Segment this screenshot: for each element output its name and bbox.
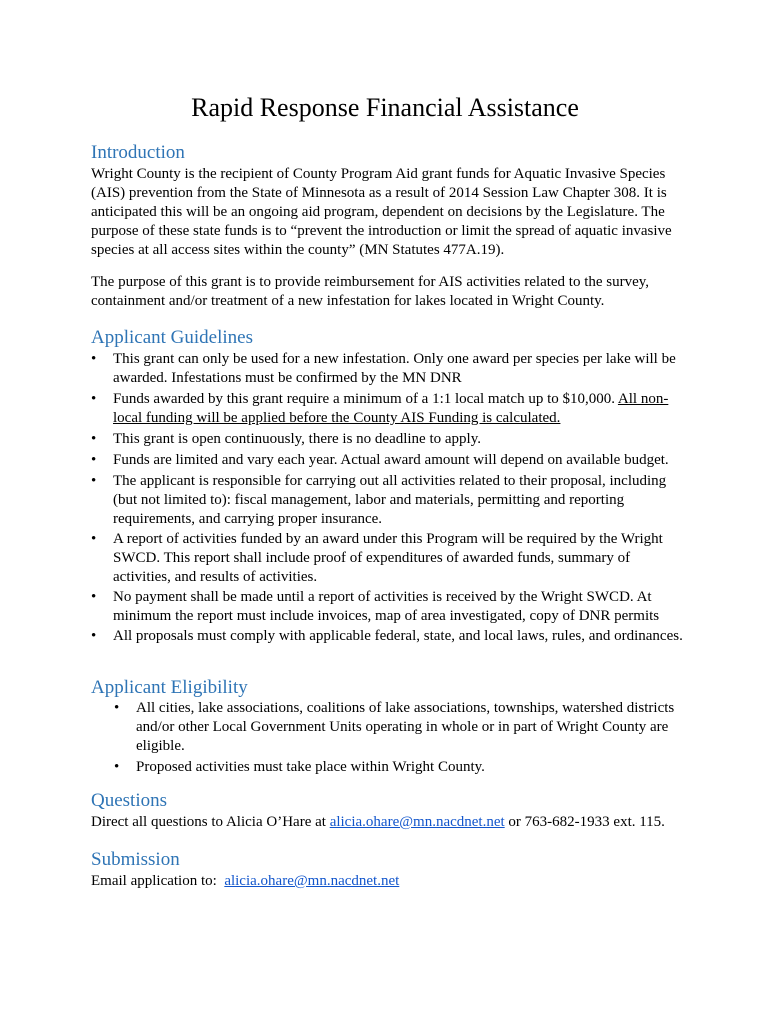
eligibility-heading: Applicant Eligibility bbox=[91, 677, 248, 698]
questions-heading: Questions bbox=[91, 790, 167, 811]
eligibility-text: All cities, lake associations, coalitions of lake associations, townships, watershed districts and/or other Local Government Units operating in whole or in part of Wright County are eligible. bbox=[136, 700, 675, 754]
introduction-paragraph-1: Wright County is the recipient of County Program Aid grant funds for Aquatic Invasive Species (AIS) prevention from the State of Minnesota as a result of 2014 Session Law Chapter 308. It is anticipated this will be an ongoing aid program, dependent on decisions by the Legislature. The purpose of these state funds is to “prevent the introduction or limit the spread of aquatic invasive species at all access sites within the county” (MN Statutes 477A.19). bbox=[91, 166, 672, 258]
guideline-text: No payment shall be made until a report of activities is received by the Wright SWCD. At minimum the report must include invoices, map of area investigated, copy of DNR permits bbox=[113, 589, 660, 624]
bullet-icon: • bbox=[91, 531, 97, 547]
submission-text: Email application to: bbox=[91, 873, 225, 889]
guideline-item bbox=[91, 588, 683, 626]
guidelines-list bbox=[91, 350, 683, 646]
questions-email-link[interactable]: alicia.ohare@mn.nacdnet.net bbox=[329, 814, 505, 830]
guideline-item bbox=[91, 472, 683, 529]
bullet-icon: • bbox=[91, 589, 97, 605]
page-title: Rapid Response Financial Assistance bbox=[191, 93, 579, 122]
questions-paragraph bbox=[91, 813, 731, 832]
guideline-item bbox=[91, 627, 683, 646]
guideline-item bbox=[91, 390, 683, 428]
bullet-icon: • bbox=[91, 351, 97, 367]
guideline-underlined-text: All non-local funding will be applied before the County AIS Funding is calculated. bbox=[113, 391, 669, 426]
guideline-text: Funds are limited and vary each year. Actual award amount will depend on available budget. bbox=[113, 452, 669, 468]
guideline-text: The applicant is responsible for carrying out all activities related to their proposal, including (but not limited to): fiscal management, labor and materials, permitting and reporting requirements, and carrying proper insurance. bbox=[113, 473, 667, 527]
guideline-item bbox=[91, 350, 683, 388]
guideline-item bbox=[91, 430, 683, 449]
bullet-icon: • bbox=[91, 452, 97, 468]
introduction-paragraph-2: The purpose of this grant is to provide reimbursement for AIS activities related to the survey, containment and/or treatment of a new infestation for lakes located in Wright County. bbox=[91, 274, 650, 309]
guideline-text: This grant is open continuously, there is no deadline to apply. bbox=[113, 431, 481, 447]
submission-paragraph bbox=[91, 872, 691, 891]
guideline-text: Funds awarded by this grant require a minimum of a 1:1 local match up to $10,000. bbox=[113, 391, 618, 407]
bullet-icon: • bbox=[114, 700, 120, 716]
submission-heading: Submission bbox=[91, 849, 180, 870]
guideline-text: This grant can only be used for a new infestation. Only one award per species per lake will be awarded. Infestations must be confirmed by the MN DNR bbox=[113, 351, 676, 386]
bullet-icon: • bbox=[91, 473, 97, 489]
bullet-icon: • bbox=[91, 628, 97, 644]
guideline-text: A report of activities funded by an award under this Program will be required by the Wright SWCD. This report shall include proof of expenditures of awarded funds, summary of activities, and results of activities. bbox=[113, 531, 663, 585]
bullet-icon: • bbox=[91, 391, 97, 407]
introduction-heading: Introduction bbox=[91, 142, 185, 163]
eligibility-list bbox=[114, 699, 686, 777]
submission-email-link[interactable]: alicia.ohare@mn.nacdnet.net bbox=[224, 873, 400, 889]
eligibility-text: Proposed activities must take place within Wright County. bbox=[136, 759, 485, 775]
guideline-text: All proposals must comply with applicable federal, state, and local laws, rules, and ordinances. bbox=[113, 628, 683, 644]
guideline-item bbox=[91, 530, 683, 587]
bullet-icon: • bbox=[91, 431, 97, 447]
questions-phone-text: or 763-682-1933 ext. 115. bbox=[504, 814, 665, 830]
guidelines-heading: Applicant Guidelines bbox=[91, 327, 253, 348]
eligibility-item bbox=[114, 758, 686, 777]
eligibility-item bbox=[114, 699, 686, 756]
questions-text: Direct all questions to Alicia O’Hare at bbox=[91, 814, 330, 830]
bullet-icon: • bbox=[114, 759, 120, 775]
guideline-item bbox=[91, 451, 683, 470]
